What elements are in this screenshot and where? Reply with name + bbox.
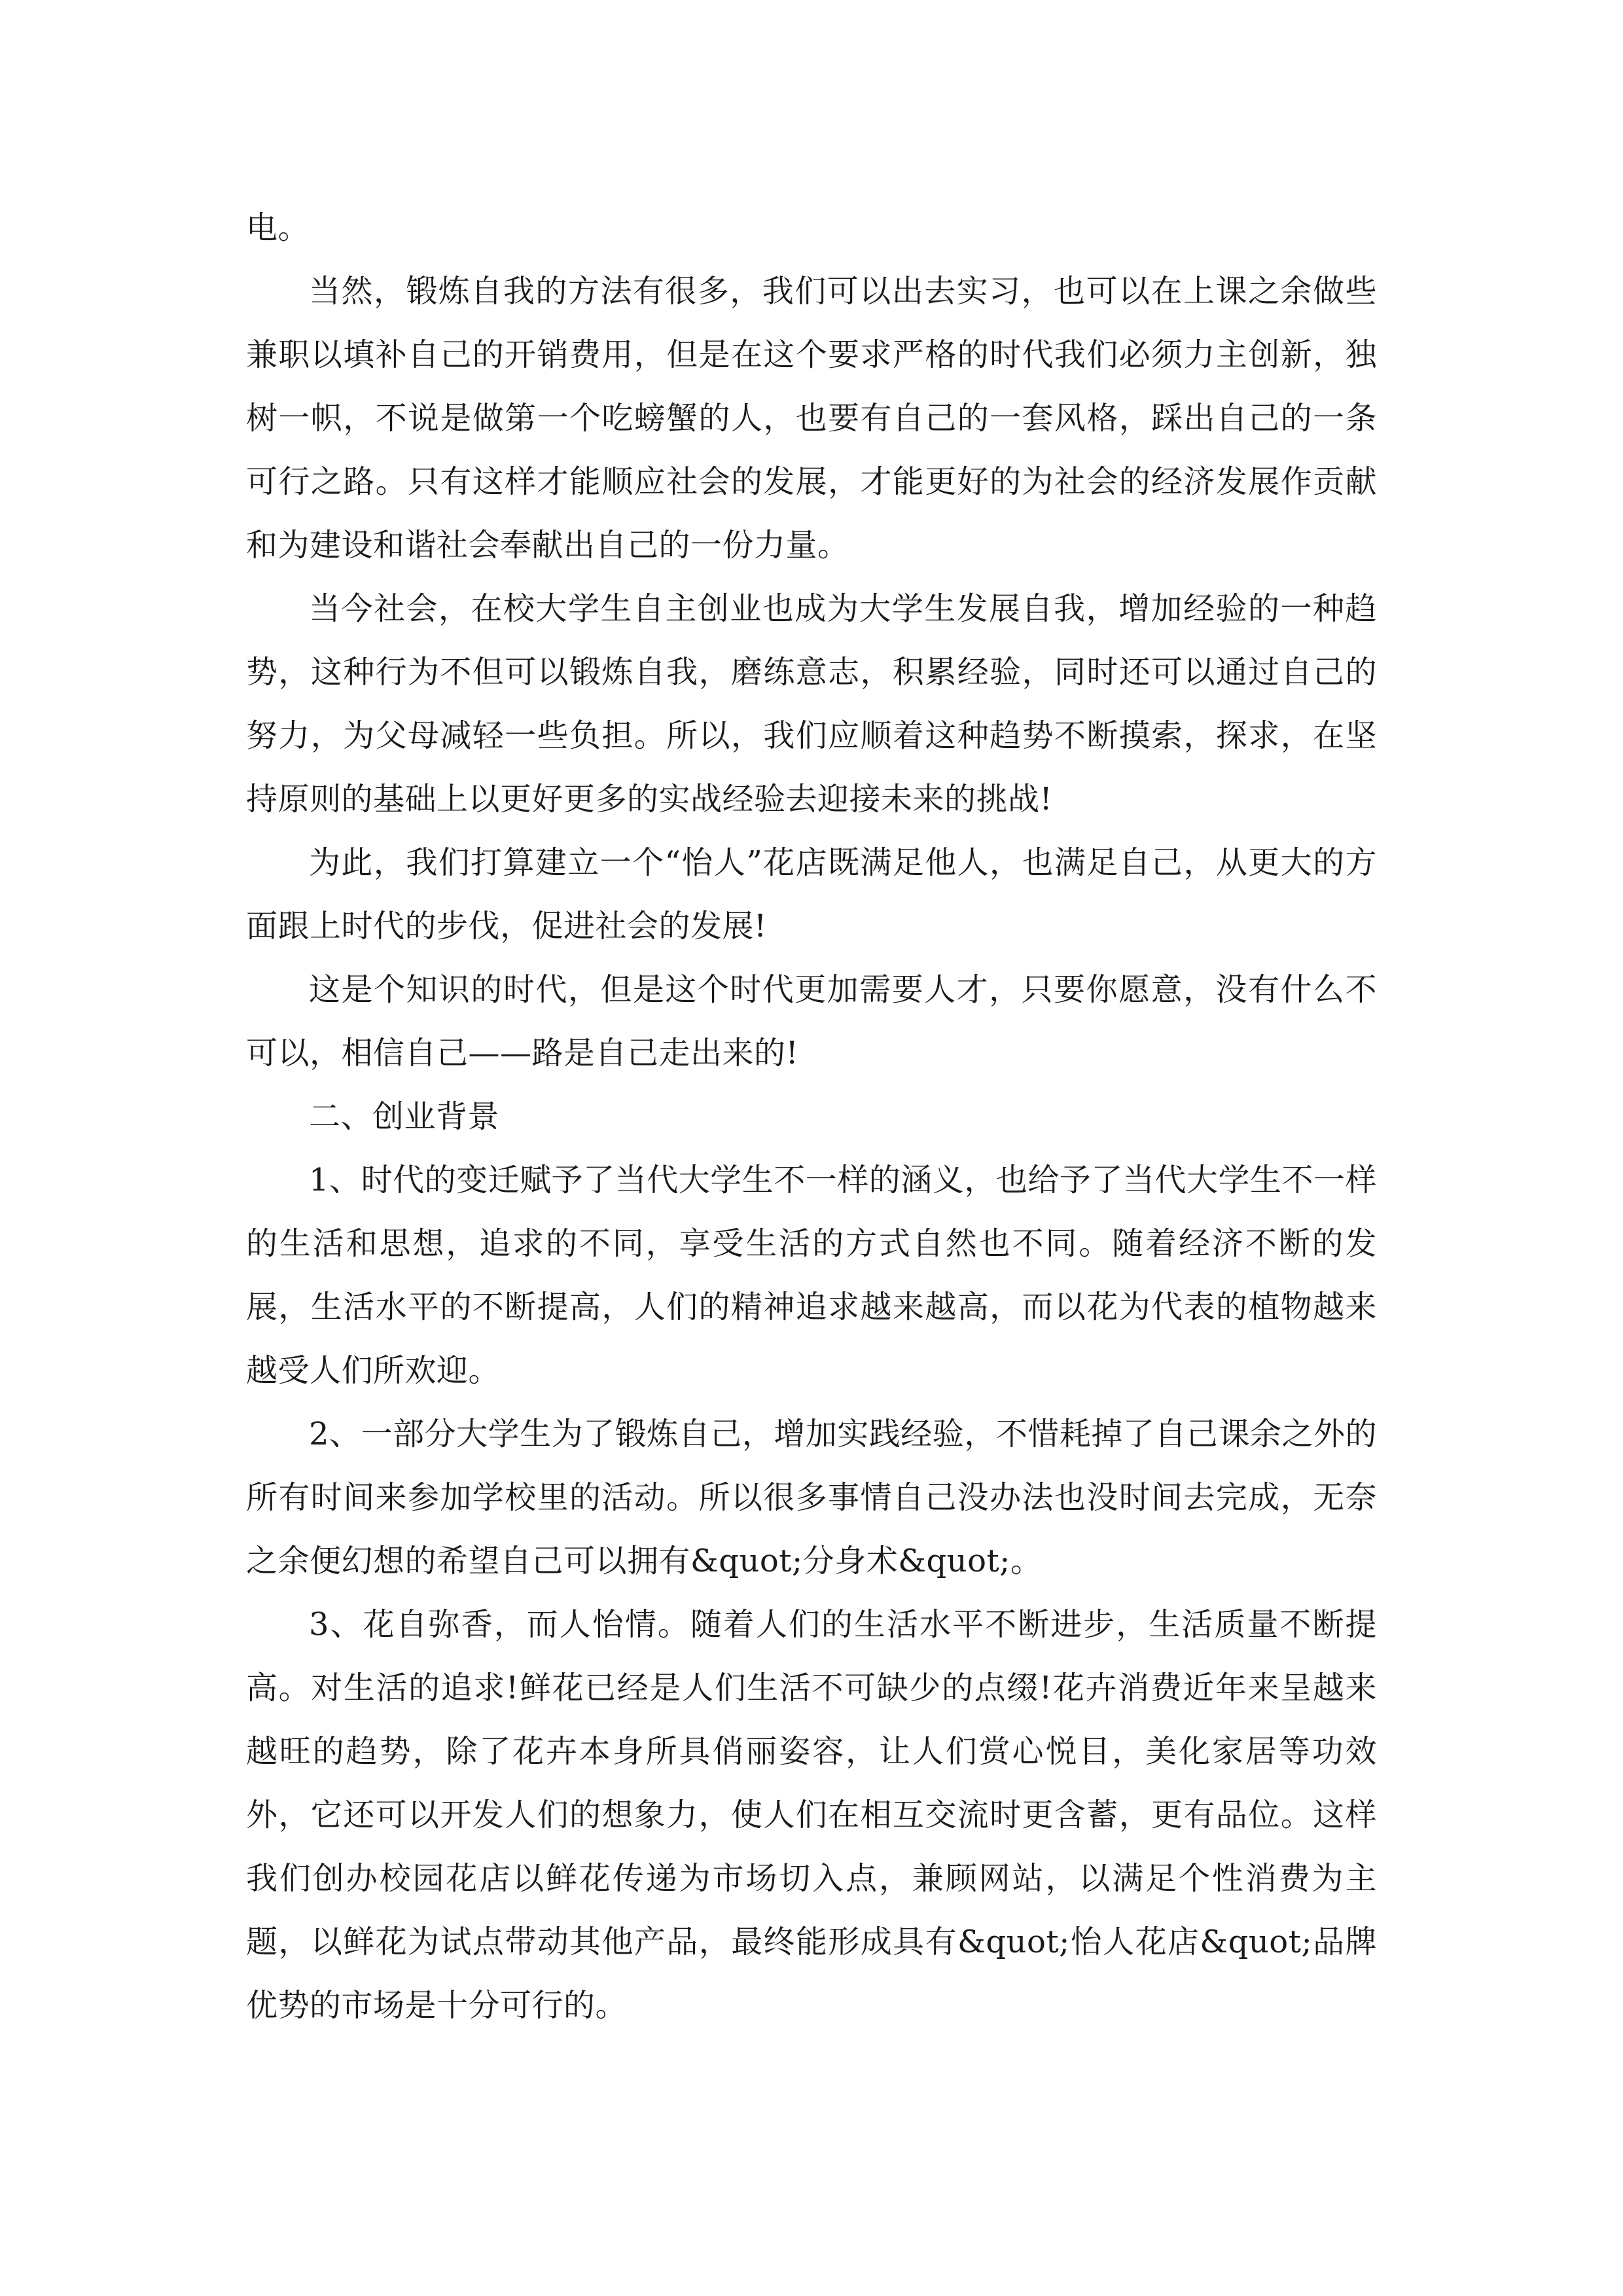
section-heading: 二、创业背景 — [309, 1098, 500, 1135]
paragraph: 电。 — [246, 209, 310, 246]
paragraph: 2、一部分大学生为了锻炼自己，增加实践经验，不惜耗掉了自己课余之外的所有时间来参加学校里的活动。所以很多事情自己没办法也没时间去完成，无奈之余便幻想的希望自己可以拥有&quot;分身术&quot;。 — [246, 1416, 1377, 1579]
paragraph: 3、花自弥香，而人怡情。随着人们的生活水平不断进步，生活质量不断提高。对生活的追求!鲜花已经是人们生活不可缺少的点缀!花卉消费近年来呈越来越旺的趋势，除了花卉本身所具俏丽姿容，让人们赏心悦目，美化家居等功效外，它还可以开发人们的想象力，使人们在相互交流时更含蓄，更有品位。这样我们创办校园花店以鲜花传递为市场切入点，兼顾网站，以满足个性消费为主题，以鲜花为试点带动其他产品，最终能形成具有&quot;怡人花店&quot;品牌优势的市场是十分可行的。 — [246, 1606, 1377, 2024]
paragraph: 这是个知识的时代，但是这个时代更加需要人才，只要你愿意，没有什么不可以，相信自己——路是自己走出来的! — [246, 971, 1377, 1071]
paragraph: 1、时代的变迁赋予了当代大学生不一样的涵义，也给予了当代大学生不一样的生活和思想，追求的不同，享受生活的方式自然也不同。随着经济不断的发展，生活水平的不断提高，人们的精神追求越来越高，而以花为代表的植物越来越受人们所欢迎。 — [246, 1162, 1377, 1389]
document-body — [246, 196, 1377, 2037]
paragraph: 当今社会，在校大学生自主创业也成为大学生发展自我，增加经验的一种趋势，这种行为不但可以锻炼自我，磨练意志，积累经验，同时还可以通过自己的努力，为父母减轻一些负担。所以，我们应顺着这种趋势不断摸索，探求，在坚持原则的基础上以更好更多的实战经验去迎接未来的挑战! — [246, 590, 1377, 817]
paragraph: 为此，我们打算建立一个“怡人”花店既满足他人，也满足自己，从更大的方面跟上时代的步伐，促进社会的发展! — [246, 844, 1377, 944]
paragraph: 当然，锻炼自我的方法有很多，我们可以出去实习，也可以在上课之余做些兼职以填补自己的开销费用，但是在这个要求严格的时代我们必须力主创新，独树一帜，不说是做第一个吃螃蟹的人，也要有自己的一套风格，踩出自己的一条可行之路。只有这样才能顺应社会的发展，才能更好的为社会的经济发展作贡献和为建设和谐社会奉献出自己的一份力量。 — [246, 273, 1377, 564]
